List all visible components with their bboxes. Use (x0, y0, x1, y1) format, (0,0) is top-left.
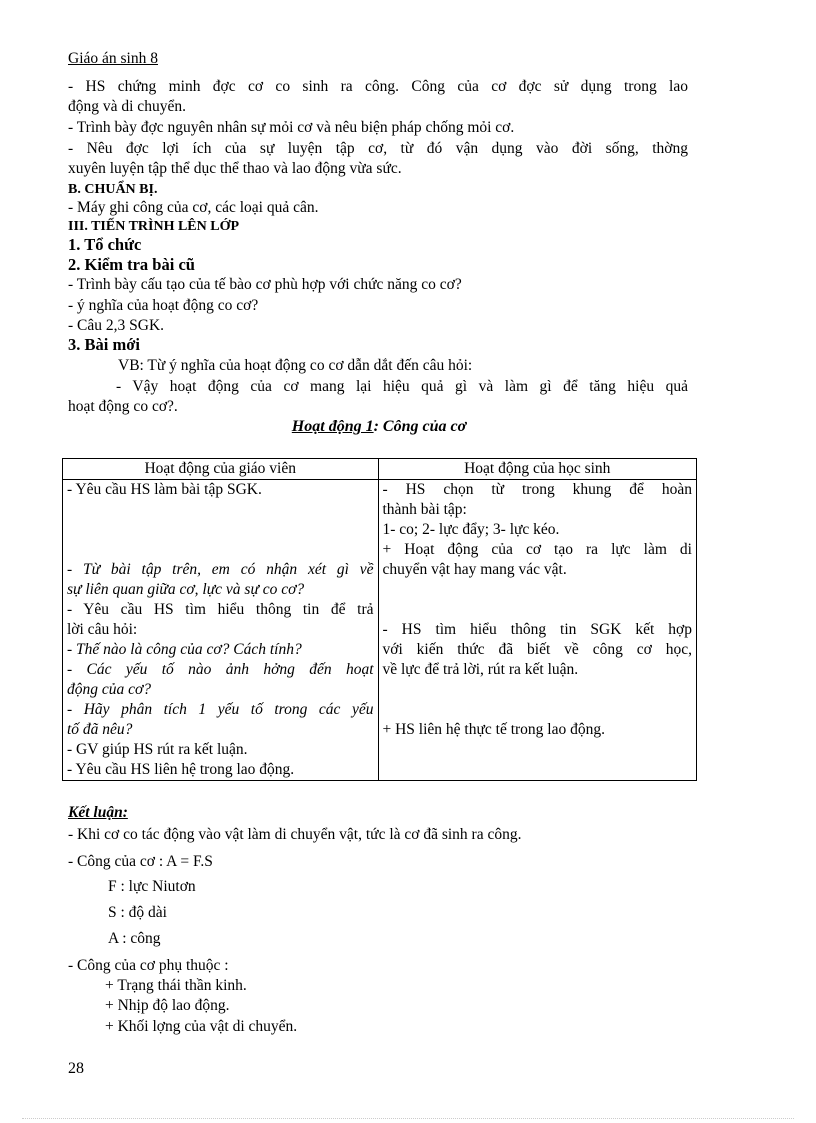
activity-table (62, 458, 697, 781)
teacher-line: - Yêu cầu HS liên hệ trong lao động. (67, 761, 295, 778)
header-teacher: Hoạt động của giáo viên (63, 459, 379, 480)
formula-f: F : lực Niutơn (108, 878, 196, 895)
student-line: về lực để trả lời, rút ra kết luận. (382, 661, 579, 678)
dependency-3: + Khối lợng của vật di chuyển. (105, 1018, 298, 1035)
teacher-column (63, 480, 379, 781)
heading-kiem-tra: 2. Kiểm tra bài cũ (68, 255, 195, 274)
student-column (378, 480, 697, 781)
conclusion-line-2: - Công của cơ : A = F.S (68, 853, 213, 870)
heading-bai-moi: 3. Bài mới (68, 335, 140, 354)
intro-line-2: động và di chuyển. (68, 98, 186, 115)
student-line: chuyển vật hay mang vác vật. (382, 561, 567, 578)
intro-line-5: xuyên luyện tập thể dục thể thao và lao động vừa sức. (68, 160, 402, 177)
conclusion-line-1: - Khi cơ co tác động vào vật làm di chuyển vật, tức là cơ đã sinh ra công. (68, 826, 522, 843)
lead-in-line: VB: Từ ý nghĩa của hoạt động co cơ dẫn dắt đến câu hỏi: (118, 357, 473, 374)
lead-in-question-2: hoạt động co cơ?. (68, 398, 178, 415)
teacher-line: - Từ bài tập trên, em có nhận xét gì về (67, 561, 374, 578)
teacher-line: tố đã nêu? (67, 721, 133, 738)
footer-divider (22, 1118, 794, 1119)
heading-to-chuc: 1. Tổ chức (68, 235, 142, 254)
conclusion-line-3: - Công của cơ phụ thuộc : (68, 957, 229, 974)
document-header: Giáo án sinh 8 (68, 50, 158, 67)
formula-s: S : độ dài (108, 904, 167, 921)
student-line: với kiến thức đã biết về công cơ học, (382, 641, 692, 658)
student-line: 1- co; 2- lực đẩy; 3- lực kéo. (382, 521, 560, 538)
conclusion-title: Kết luận: (68, 804, 128, 821)
student-line: thành bài tập: (382, 501, 467, 518)
intro-line-1: - HS chứng minh đợc cơ co sinh ra công. Công của cơ đợc sử dụng trong lao (68, 78, 688, 95)
section-b-item: - Máy ghi công của cơ, các loại quả cân. (68, 199, 319, 216)
review-question-1: - Trình bày cấu tạo của tế bào cơ phù hợp với chức năng co cơ? (68, 276, 462, 293)
teacher-line: - Thế nào là công của cơ? Cách tính? (67, 641, 302, 658)
review-question-3: - Câu 2,3 SGK. (68, 317, 165, 334)
teacher-line: - Yêu cầu HS làm bài tập SGK. (67, 481, 262, 498)
teacher-line: lời câu hỏi: (67, 621, 138, 638)
activity-name: Công của cơ (382, 418, 467, 435)
dependency-1: + Trạng thái thần kinh. (105, 977, 247, 994)
activity-title (68, 418, 690, 436)
intro-line-4: - Nêu đợc lợi ích của sự luyện tập cơ, từ đó vận dụng vào đời sống, thờng (68, 140, 688, 157)
activity-colon: : (373, 418, 383, 435)
student-line: + Hoạt động của cơ tạo ra lực làm di (382, 541, 692, 558)
student-line: - HS chọn từ trong khung để hoàn (382, 481, 692, 498)
activity-label: Hoạt động 1 (291, 418, 374, 435)
section-iii-title: III. TIẾN TRÌNH LÊN LỚP (68, 219, 240, 234)
formula-a: A : công (108, 930, 161, 947)
teacher-line: - Các yếu tố nào ảnh hởng đến hoạt (67, 661, 374, 678)
teacher-line: - Hãy phân tích 1 yếu tố trong các yếu (67, 701, 374, 718)
teacher-line: - Yêu cầu HS tìm hiểu thông tin để trả (67, 601, 374, 618)
teacher-line: sự liên quan giữa cơ, lực và sự co cơ? (67, 581, 305, 598)
teacher-line: động của cơ? (67, 681, 152, 698)
section-b-title: B. CHUẨN BỊ. (68, 182, 158, 197)
header-student: Hoạt động của học sinh (378, 459, 697, 480)
teacher-line: - GV giúp HS rút ra kết luận. (67, 741, 248, 758)
review-question-2: - ý nghĩa của hoạt động co cơ? (68, 297, 259, 314)
intro-line-3: - Trình bày đợc nguyên nhân sự mỏi cơ và nêu biện pháp chống mỏi cơ. (68, 119, 515, 136)
student-line: + HS liên hệ thực tế trong lao động. (382, 721, 605, 738)
student-line: - HS tìm hiểu thông tin SGK kết hợp (382, 621, 692, 638)
lead-in-question-1: - Vậy hoạt động của cơ mang lại hiệu quả gì và làm gì để tăng hiệu quả (116, 378, 688, 395)
page-number: 28 (68, 1060, 84, 1077)
dependency-2: + Nhịp độ lao động. (105, 997, 230, 1014)
